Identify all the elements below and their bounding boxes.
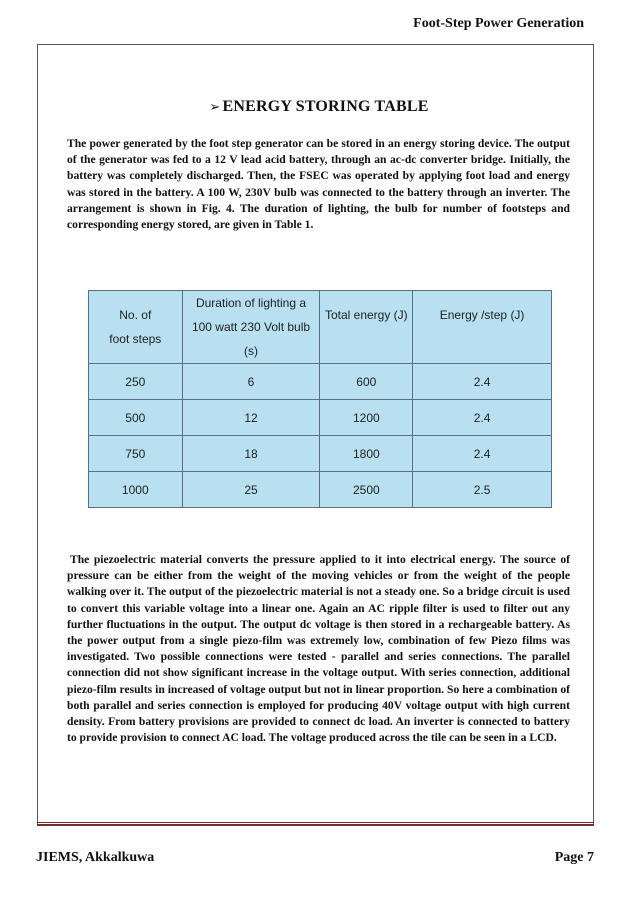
energy-table <box>88 290 552 508</box>
table-header-line: Total energy (J) <box>324 308 408 322</box>
footer-page-number: Page 7 <box>554 850 594 865</box>
table-header-row <box>89 291 552 364</box>
table-header-footsteps <box>89 291 183 364</box>
table-cell: 250 <box>89 364 183 400</box>
section-heading <box>0 98 638 116</box>
table-header-line: 100 watt 230 Volt bulb (s) <box>191 320 311 358</box>
table-cell: 600 <box>320 364 413 400</box>
table-header-line: Energy /step (J) <box>439 308 525 322</box>
paragraph-energy-storage: The power generated by the foot step generator can be stored in an energy storing device. The output of the generator was fed to a 12 V lead acid battery, through an ac-dc converter bridge. Initially, the battery was completely discharged. Then, the FSEC was operated by applying foot load and energy was stored in the battery. A 100 W, 230V bulb was connected to the battery through an inverter. The arrangement is shown in Fig. 4. The duration of lighting, the bulb for number of footsteps and corresponding energy stored, are given in Table 1. <box>67 137 570 232</box>
table-row <box>89 400 552 436</box>
paragraph-piezoelectric: The piezoelectric material converts the pressure applied to it into electrical energy. The source of pressure can be either from the weight of the moving vehicles or from the weight of the people walking over it. The output of the piezoelectric material is not a steady one. So a bridge circuit is used to convert this variable voltage into a linear one. Again an AC ripple filter is used to filter out any further fluctuations in the output. The output dc voltage is then stored in a rechargeable battery. As the power output from a single piezo-film was extremely low, combination of few Piezo films was investigated. Two possible connections were tested - parallel and series connections. The parallel connection did not show significant increase in the voltage output. With series connection, additional piezo-film results in increased of voltage output but not in linear proportion. So here a combination of both parallel and series connection is employed for producing 40V voltage output with high current density. From battery provisions are provided to connect dc load. An inverter is connected to battery to provide provision to connect AC load. The voltage produced across the tile can be seen in a LCD. <box>67 553 570 745</box>
table-cell: 2.4 <box>413 364 552 400</box>
table-row <box>89 472 552 508</box>
arrow-bullet-icon: ➢ <box>209 100 221 115</box>
table-cell: 2.4 <box>413 436 552 472</box>
table-row <box>89 436 552 472</box>
table-header-total-energy <box>320 291 413 364</box>
table-cell: 25 <box>182 472 320 508</box>
table-cell: 12 <box>182 400 320 436</box>
table-header-line: Duration of lighting a <box>195 296 307 310</box>
section-heading-text: ENERGY STORING TABLE <box>222 98 429 115</box>
table-header-duration <box>182 291 320 364</box>
table-header-energy-per-step <box>413 291 552 364</box>
table-header-line: foot steps <box>109 332 162 346</box>
footer-institution: JIEMS, Akkalkuwa <box>36 850 155 865</box>
table-cell: 1800 <box>320 436 413 472</box>
table-cell: 6 <box>182 364 320 400</box>
table-cell: 1200 <box>320 400 413 436</box>
running-header-title: Foot-Step Power Generation <box>413 16 584 31</box>
table-cell: 500 <box>89 400 183 436</box>
table-header-line: No. of <box>119 308 152 322</box>
table-cell: 18 <box>182 436 320 472</box>
table-cell: 2.5 <box>413 472 552 508</box>
table-cell: 2.4 <box>413 400 552 436</box>
table-cell: 1000 <box>89 472 183 508</box>
table-cell: 750 <box>89 436 183 472</box>
table-row <box>89 364 552 400</box>
table-cell: 2500 <box>320 472 413 508</box>
page-border-bottom-rule <box>37 822 594 826</box>
